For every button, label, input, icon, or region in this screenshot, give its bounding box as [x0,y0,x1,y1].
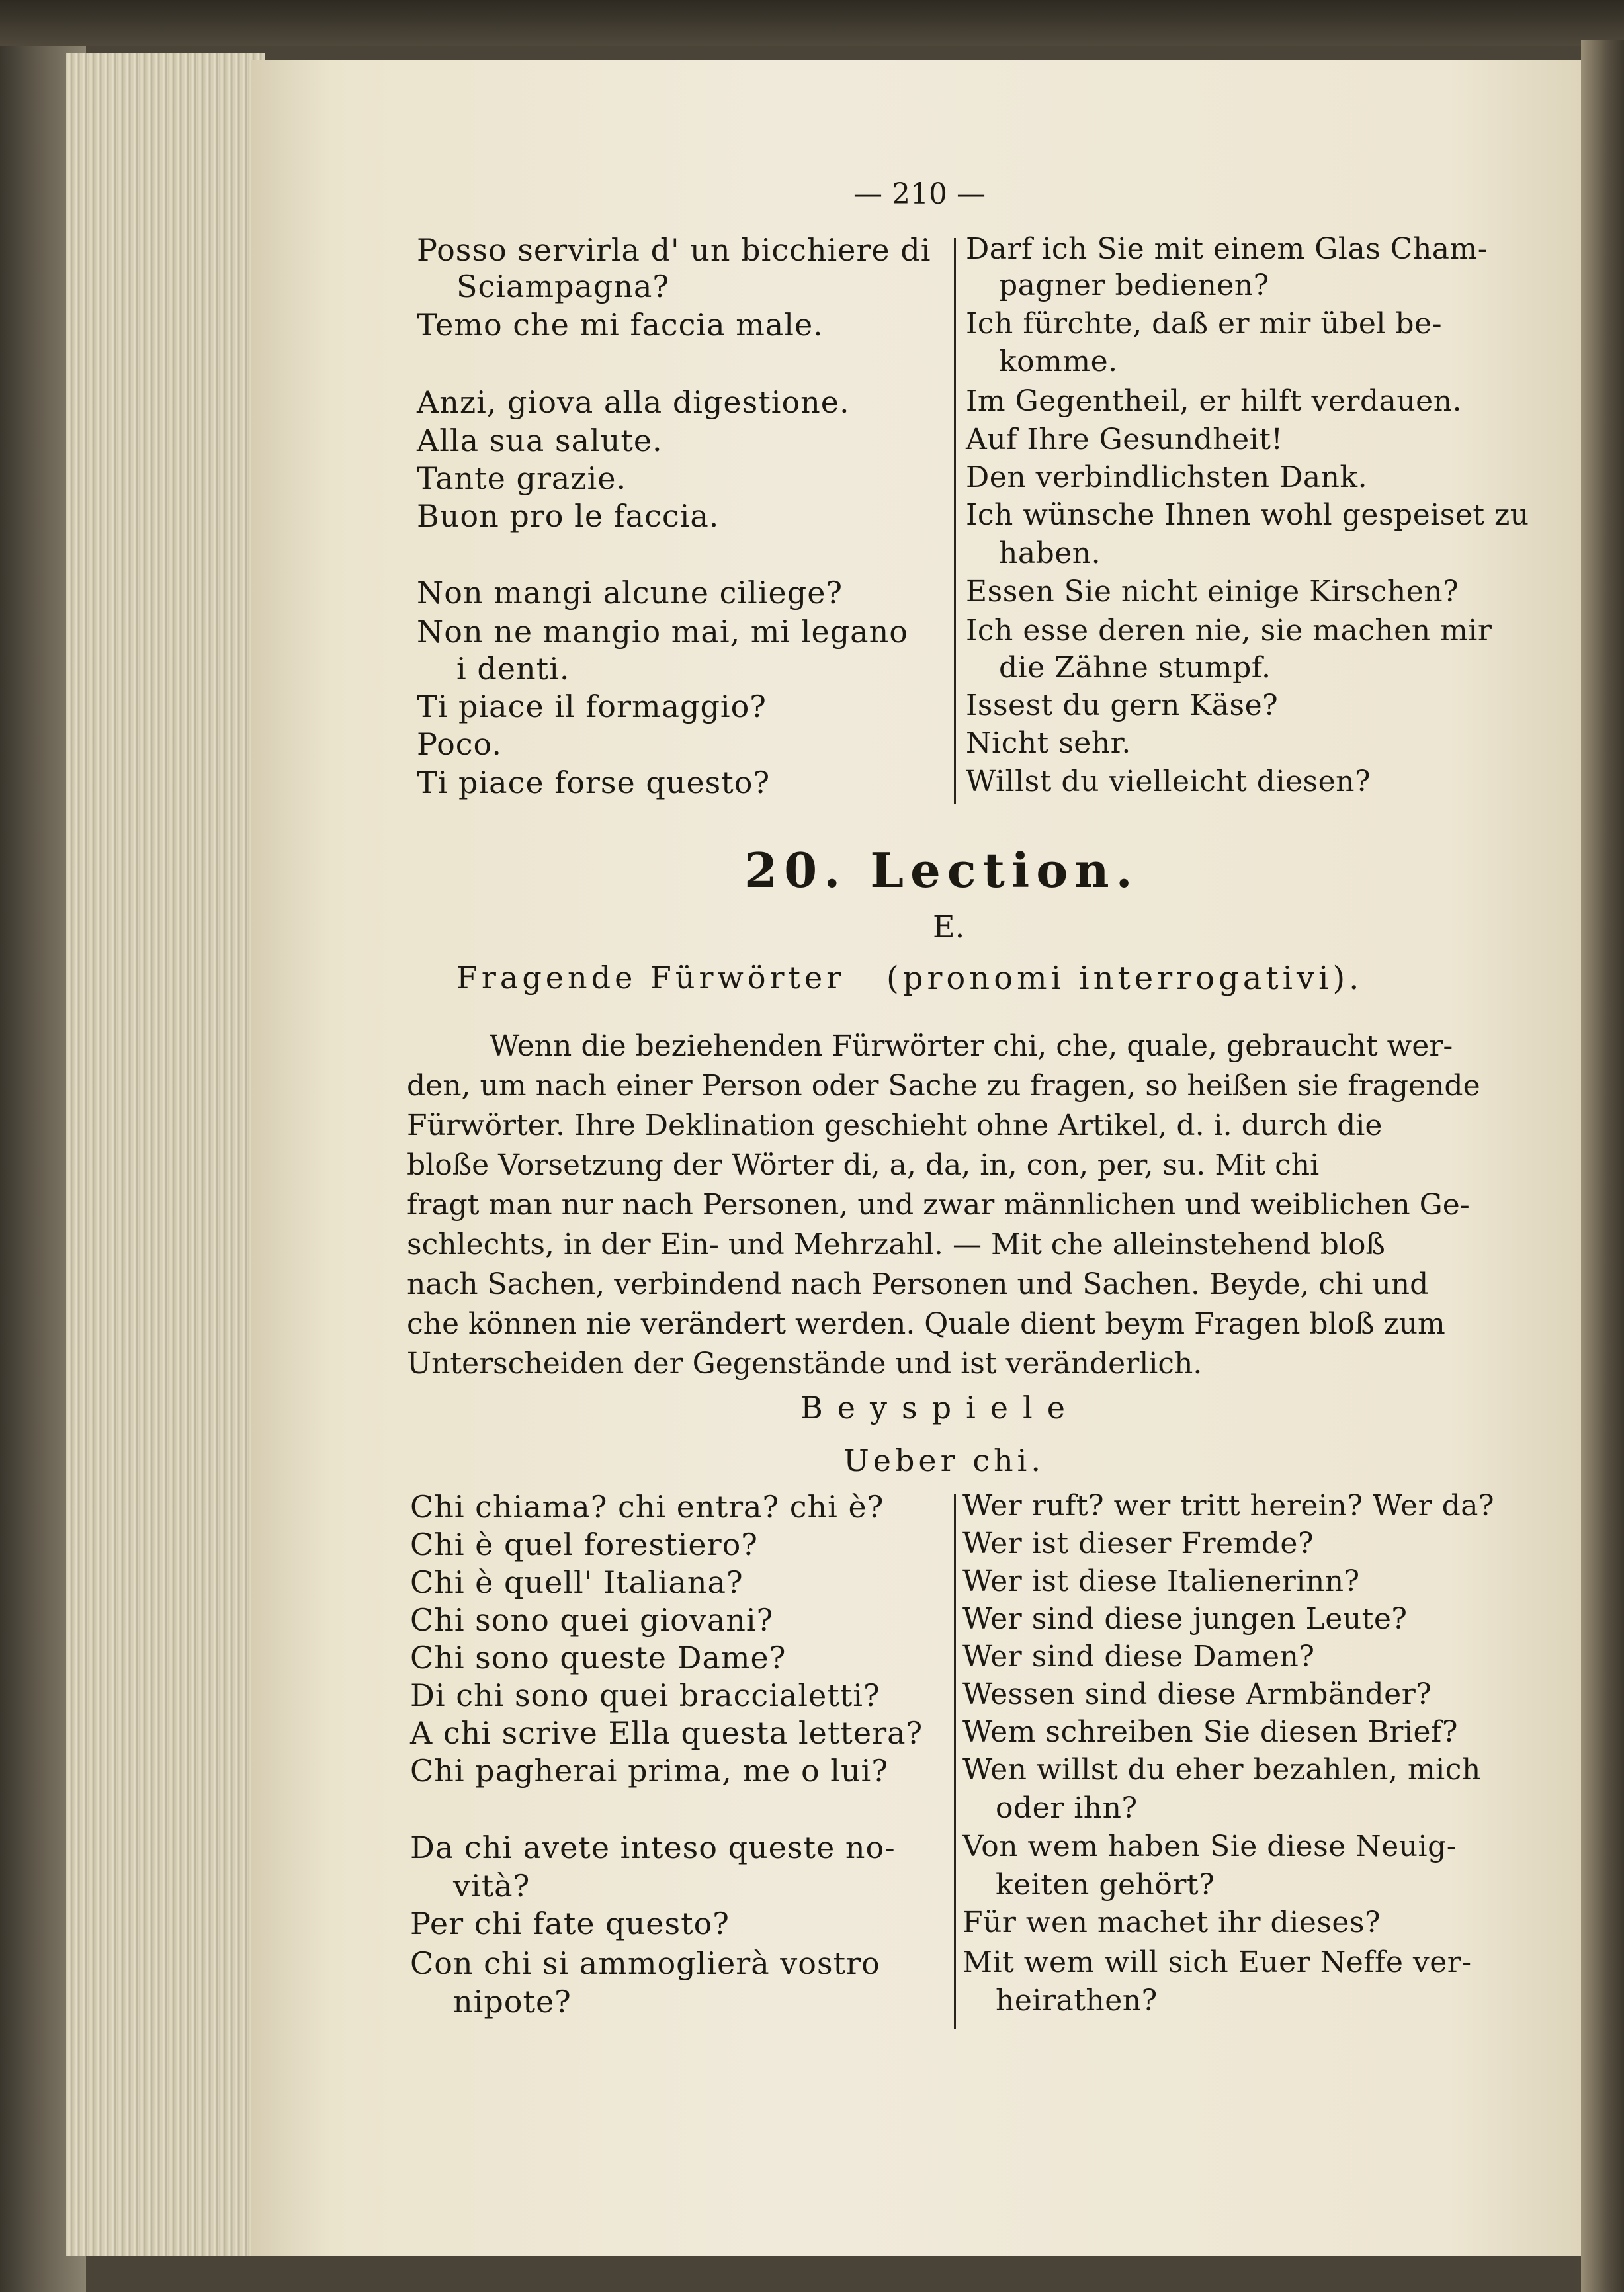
dialogue1-de-line: komme. [999,345,1118,378]
dialogue2-de-line: Für wen machet ihr dieses? [962,1906,1381,1939]
dialogue1-de-line: Ich fürchte, daß er mir übel be- [966,307,1442,341]
dialogue1-de-line: Auf Ihre Gesundheit! [966,423,1283,456]
dialogue2-it-line: Chi è quell' Italiana? [410,1564,744,1600]
dialogue2-de-line: oder ihn? [996,1791,1138,1825]
paragraph-line: Wenn die beziehenden Fürwörter chi, che, quale, gebraucht wer- [490,1029,1453,1063]
dialogue2-de-line: Mit wem will sich Euer Neffe ver- [962,1945,1472,1979]
dialogue2-de-line: Von wem haben Sie diese Neuig- [962,1830,1457,1863]
dialogue1-de-line: Ich esse deren nie, sie machen mir [966,614,1492,648]
column-divider [954,1494,956,2029]
dialogue2-it-line: nipote? [453,1984,572,2019]
dialogue1-de-line: Den verbindlichsten Dank. [966,460,1368,494]
dialogue2-de-line: Wem schreiben Sie diesen Brief? [962,1715,1458,1749]
dialogue1-de-line: haben. [999,536,1101,570]
section-heading-it: (pronomi interrogativi). [886,960,1363,997]
paragraph-line: schlechts, in der Ein- und Mehrzahl. — Mit che alleinstehend bloß [407,1228,1385,1261]
dialogue2-it-line: Chi pagherai prima, me o lui? [410,1753,888,1789]
dialogue2-it-line: Chi sono quei giovani? [410,1602,774,1638]
dialogue2-de-line: Wen willst du eher bezahlen, mich [962,1753,1481,1787]
dialogue1-it-line: Anzi, giova alla digestione. [417,384,850,420]
dialogue2-it-line: Per chi fate questo? [410,1906,730,1941]
dialogue2-it-line: Chi sono queste Dame? [410,1640,787,1676]
dialogue1-it-line: Buon pro le faccia. [417,498,720,534]
dialogue1-de-line: Darf ich Sie mit einem Glas Cham- [966,232,1488,266]
dialogue1-de-line: Willst du vielleicht diesen? [966,765,1371,798]
dialogue2-de-line: Wer sind diese Damen? [962,1640,1315,1674]
dialogue2-de-line: Wessen sind diese Armbänder? [962,1677,1432,1711]
dialogue1-de-line: Essen Sie nicht einige Kirschen? [966,575,1459,609]
paragraph-line: nach Sachen, verbindend nach Personen und Sachen. Beyde, chi und [407,1267,1429,1301]
dialogue1-de-line: Nicht sehr. [966,726,1131,760]
dialogue1-it-line: Poco. [417,726,503,762]
section-letter: E. [933,909,965,945]
dialogue1-it-line: Ti piace forse questo? [417,765,771,800]
dialogue2-de-line: Wer sind diese jungen Leute? [962,1602,1408,1636]
dialogue1-it-line: Temo che mi faccia male. [417,307,824,343]
page-stack-edges [66,53,265,2256]
examples-heading: Beyspiele [800,1390,1080,1425]
dialogue2-it-line: Da chi avete inteso queste no- [410,1830,896,1865]
paragraph-line: bloße Vorsetzung der Wörter di, a, da, in, con, per, su. Mit chi [407,1148,1320,1182]
book-gutter-right [1581,40,1624,2292]
dialogue1-it-line: Non mangi alcune ciliege? [417,575,843,611]
dialogue1-it-line: Posso servirla d' un bicchiere di [417,232,931,268]
dialogue1-it-line: Ti piace il formaggio? [417,689,767,724]
dialogue1-it-line: Alla sua salute. [417,423,663,458]
dialogue2-it-line: A chi scrive Ella questa lettera? [410,1715,923,1751]
dialogue2-it-line: Chi è quel forestiero? [410,1527,758,1562]
dialogue2-de-line: Wer ist dieser Fremde? [962,1527,1314,1560]
page-number: — 210 — [853,177,986,211]
dialogue1-it-line: i denti. [456,651,570,687]
lesson-title: 20. Lection. [744,842,1139,898]
dialogue1-it-line: Tante grazie. [417,460,627,496]
dialogue2-de-line: Wer ist diese Italienerinn? [962,1564,1360,1598]
dialogue1-it-line: Non ne mangio mai, mi legano [417,614,908,650]
dialogue1-de-line: Ich wünsche Ihnen wohl gespeiset zu [966,498,1529,532]
examples-subheading: Ueber chi. [843,1443,1045,1478]
dialogue2-de-line: Wer ruft? wer tritt herein? Wer da? [962,1489,1495,1523]
dialogue2-it-line: Con chi si ammoglierà vostro [410,1945,880,1981]
book-cover-top [0,0,1624,46]
dialogue1-de-line: die Zähne stumpf. [999,651,1271,685]
dialogue1-de-line: Issest du gern Käse? [966,689,1279,722]
dialogue1-de-line: pagner bedienen? [999,269,1269,302]
column-divider [954,238,956,804]
dialogue1-it-line: Sciampagna? [456,269,670,304]
paragraph-line: che können nie verändert werden. Quale dient beym Fragen bloß zum [407,1307,1445,1341]
dialogue2-it-line: Chi chiama? chi entra? chi è? [410,1489,884,1525]
dialogue1-de-line: Im Gegentheil, er hilft verdauen. [966,384,1463,418]
paragraph-line: Unterscheiden der Gegenstände und ist veränderlich. [407,1347,1203,1380]
dialogue2-it-line: vità? [453,1868,531,1904]
dialogue2-de-line: heirathen? [996,1984,1158,2017]
dialogue2-it-line: Di chi sono quei braccialetti? [410,1677,880,1713]
section-heading-de: Fragende Fürwörter [456,960,845,996]
paragraph-line: fragt man nur nach Personen, und zwar männlichen und weiblichen Ge- [407,1188,1470,1222]
paragraph-line: den, um nach einer Person oder Sache zu fragen, so heißen sie fragende [407,1069,1480,1103]
paragraph-line: Fürwörter. Ihre Deklination geschieht ohne Artikel, d. i. durch die [407,1109,1383,1142]
dialogue2-de-line: keiten gehört? [996,1868,1215,1902]
